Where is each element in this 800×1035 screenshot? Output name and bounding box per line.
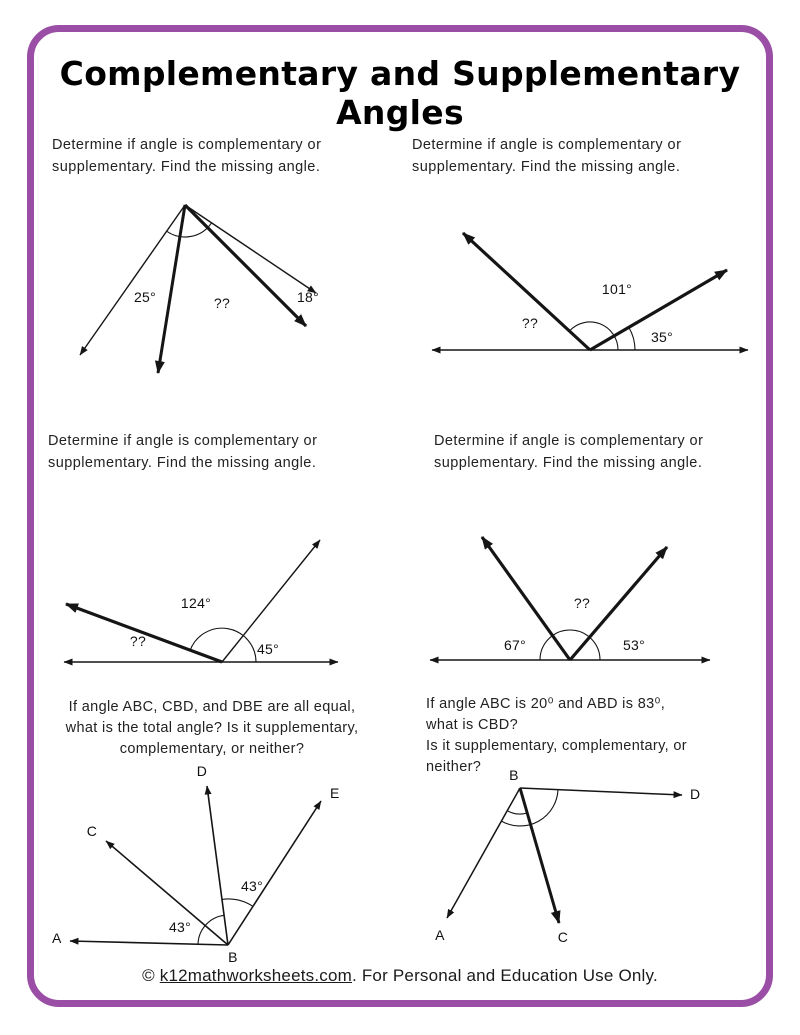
ray-C [520, 788, 559, 923]
question-line: what is CBD? [426, 717, 519, 733]
angle-label-top: 124° [180, 595, 212, 611]
angle-label-upper: 43° [240, 878, 264, 894]
problem-4-diagram [410, 518, 760, 693]
problem-1-diagram [50, 190, 390, 390]
ray-right-thin [185, 205, 316, 293]
footer-copyright: © [142, 966, 160, 985]
problem-2-diagram [410, 215, 760, 380]
missing-angle-label: ?? [573, 595, 591, 611]
point-label-D: D [690, 786, 701, 802]
ray-down [158, 205, 185, 373]
problem-4-instructions [434, 430, 764, 474]
ray-A [70, 941, 228, 945]
ray-C [106, 841, 228, 945]
ray-D [520, 788, 682, 795]
point-label-D: D [196, 763, 208, 779]
angle-label-left: 67° [503, 637, 527, 653]
point-label-A: A [52, 930, 62, 946]
point-label-B: B [228, 949, 238, 965]
angle-label-top: 101° [601, 281, 633, 297]
point-label-A: A [435, 927, 445, 943]
problem-5-diagram [40, 760, 390, 965]
point-label-E: E [330, 785, 340, 801]
point-label-C: C [557, 929, 569, 945]
question-line: neither? [426, 759, 482, 775]
angle-arc-outer [629, 327, 635, 350]
missing-angle-label: ?? [213, 295, 231, 311]
question-line: If angle ABC, CBD, and DBE are all equal, [68, 699, 356, 715]
problem-3-diagram [50, 518, 390, 693]
ray-E [228, 801, 321, 945]
problem-1-instructions [52, 134, 382, 178]
instruction-line: supplementary. Find the missing angle. [434, 455, 703, 471]
angle-label-right: 18° [296, 289, 320, 305]
question-line: what is the total angle? Is it supplementary, [65, 720, 359, 736]
angle-label-right: 53° [622, 637, 646, 653]
problem-2-instructions [412, 134, 742, 178]
angle-label-right: 45° [256, 641, 280, 657]
worksheet-title: Complementary and Supplementary Angles [59, 54, 741, 132]
instruction-line: supplementary. Find the missing angle. [52, 159, 321, 175]
angle-label-lower: 43° [168, 919, 192, 935]
point-label-C: C [86, 823, 98, 839]
instruction-line: Determine if angle is complementary or [434, 433, 704, 449]
instruction-line: supplementary. Find the missing angle. [412, 159, 681, 175]
instruction-line: supplementary. Find the missing angle. [48, 455, 317, 471]
ray-A [447, 788, 520, 918]
missing-angle-label: ?? [521, 315, 539, 331]
angle-arc [190, 628, 256, 662]
instruction-line: Determine if angle is complementary or [48, 433, 318, 449]
missing-angle-label: ?? [129, 633, 147, 649]
instruction-line: Determine if angle is complementary or [412, 137, 682, 153]
ray-down-right-bold [185, 205, 306, 326]
point-label-B: B [509, 767, 519, 783]
angle-label-left: 25° [133, 289, 157, 305]
instruction-line: Determine if angle is complementary or [52, 137, 322, 153]
ray-down-left [80, 205, 185, 355]
angle-arc-outer [222, 899, 253, 906]
angle-label-right: 35° [650, 329, 674, 345]
footer [0, 966, 800, 986]
footer-note: . For Personal and Education Use Only. [352, 966, 658, 985]
problem-3-instructions [48, 430, 378, 474]
question-line: If angle ABC is 20⁰ and ABD is 83⁰, [426, 696, 666, 712]
problem-6-diagram [420, 766, 760, 961]
question-line: complementary, or neither? [119, 741, 305, 757]
ray-up-left [463, 233, 590, 350]
angle-arc-inner [507, 811, 527, 814]
footer-link[interactable]: k12mathworksheets.com [159, 966, 352, 985]
question-line: Is it supplementary, complementary, or [426, 738, 687, 754]
problem-5-question [36, 697, 388, 760]
